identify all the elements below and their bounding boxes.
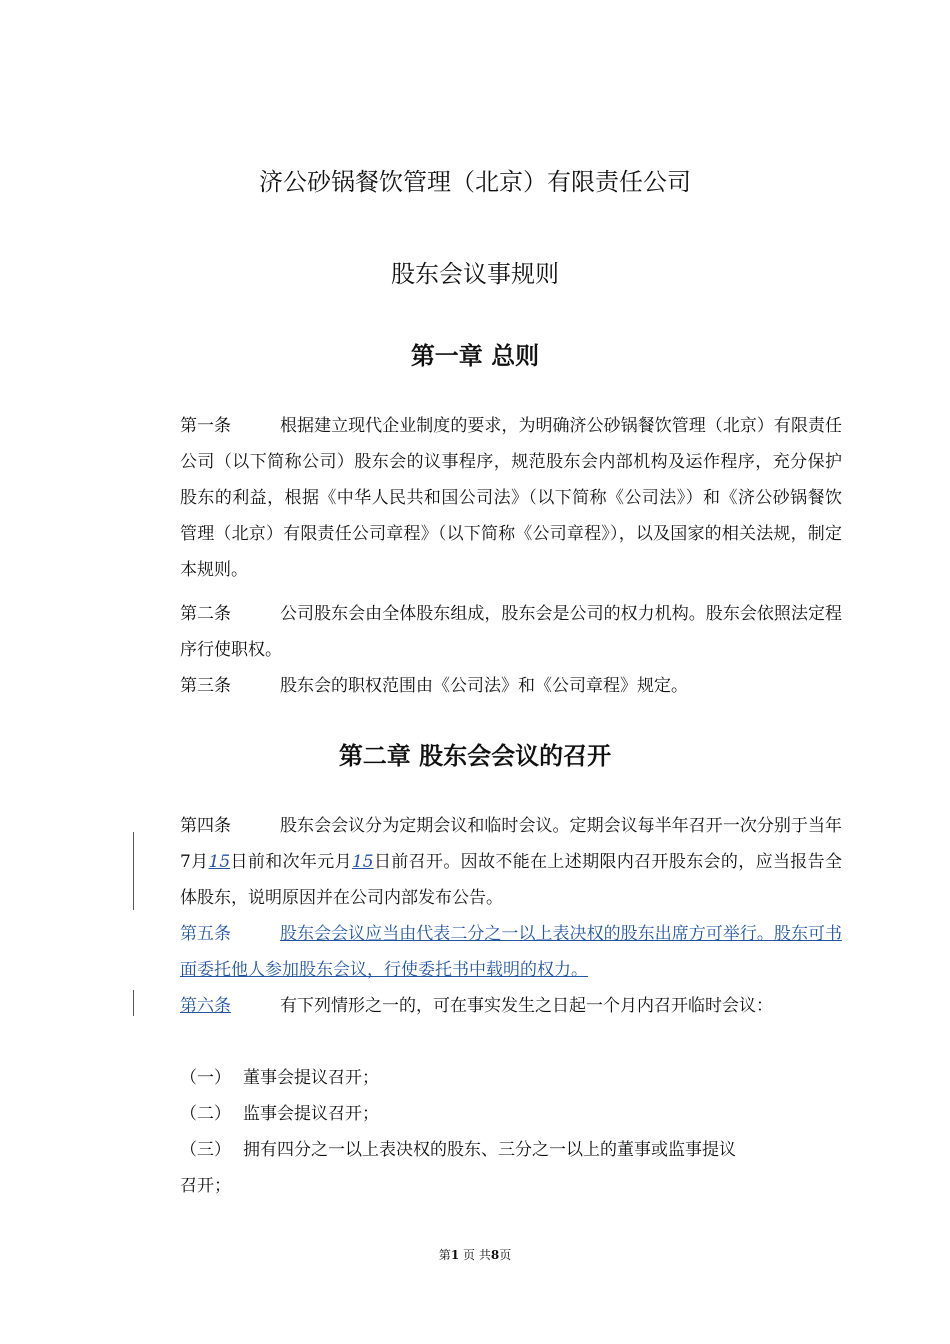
article-6-text: 有下列情形之一的，可在事实发生之日起一个月内召开临时会议：: [280, 996, 773, 1016]
article-6-label: 第六条: [180, 996, 231, 1016]
chapter-1-heading: 第一章 总则: [410, 342, 540, 370]
list-item-text: 董事会提议召开；: [243, 1068, 379, 1088]
article-4-label: 第四条: [180, 816, 231, 836]
footer-suffix: 页: [499, 1248, 512, 1262]
list-item-number: （一）: [180, 1068, 231, 1088]
list-item-text: 拥有四分之一以上表决权的股东、三分之一以上的董事或监事提议: [243, 1140, 736, 1160]
article-6: [145, 988, 842, 1024]
list-item-text: 监事会提议召开；: [243, 1104, 379, 1124]
article-2: [145, 596, 842, 668]
list-item-continuation: 召开；: [180, 1176, 231, 1196]
footer-prefix: 第: [438, 1248, 451, 1262]
company-title: 济公砂锅餐饮管理（北京）有限责任公司: [259, 168, 691, 196]
article-2-label: 第二条: [180, 604, 231, 624]
revision-change-bar: [133, 832, 134, 910]
article-4-day-2: 15: [351, 852, 374, 872]
article-4-day-1: 15: [208, 852, 231, 872]
article-5-label: 第五条: [180, 924, 231, 944]
list-item: [180, 1096, 810, 1132]
article-4: [145, 808, 842, 916]
article-3-text: 股东会的职权范围由《公司法》和《公司章程》规定。: [280, 676, 688, 696]
article-2-text: 公司股东会由全体股东组成，股东会是公司的权力机构。股东会依照法定程序行使职权。: [180, 604, 842, 660]
list-item: [180, 1132, 810, 1204]
document-title: 股东会议事规则: [391, 260, 559, 288]
article-4-text-3: 日前召开。因故不能在上述期限内召开股东会的，应当报告全体股东，说明原因并在公司内部发布公告。: [180, 852, 842, 908]
article-1-label: 第一条: [180, 416, 231, 436]
chapter-2-heading: 第二章 股东会会议的召开: [338, 742, 612, 770]
article-1: [145, 408, 842, 588]
article-3-label: 第三条: [180, 676, 231, 696]
list-item-number: （二）: [180, 1104, 231, 1124]
article-5-inserted: [145, 916, 842, 988]
footer-mid: 页 共: [463, 1248, 491, 1262]
article-3: [145, 668, 842, 704]
list-item: [180, 1060, 810, 1096]
list-item-number: （三）: [180, 1140, 231, 1160]
footer-total-pages: 8: [490, 1248, 500, 1262]
article-4-text-1: 股东会会议分为定期会议和临时会议。定期会议每半年召开一次分别于当年7月: [180, 816, 842, 872]
footer-page-number: 1: [450, 1248, 460, 1262]
article-4-text-2: 日前和次年元月: [230, 852, 352, 872]
page-footer: [0, 1246, 950, 1263]
revision-change-bar-2: [133, 990, 134, 1016]
article-1-text: 根据建立现代企业制度的要求，为明确济公砂锅餐饮管理（北京）有限责任公司（以下简称公司）股东会的议事程序，规范股东会内部机构及运作程序，充分保护股东的利益，根据《中华人民共和国公司法》（以下简称《公司法》）和《济公砂锅餐饮管理（北京）有限责任公司章程》（以下简称《公司章程》），以及国家的相关法规，制定本规则。: [180, 416, 842, 580]
article-5-text: 股东会会议应当由代表二分之一以上表决权的股东出席方可举行。股东可书面委托他人参加股东会议，行使委托书中载明的权力。: [180, 924, 842, 980]
